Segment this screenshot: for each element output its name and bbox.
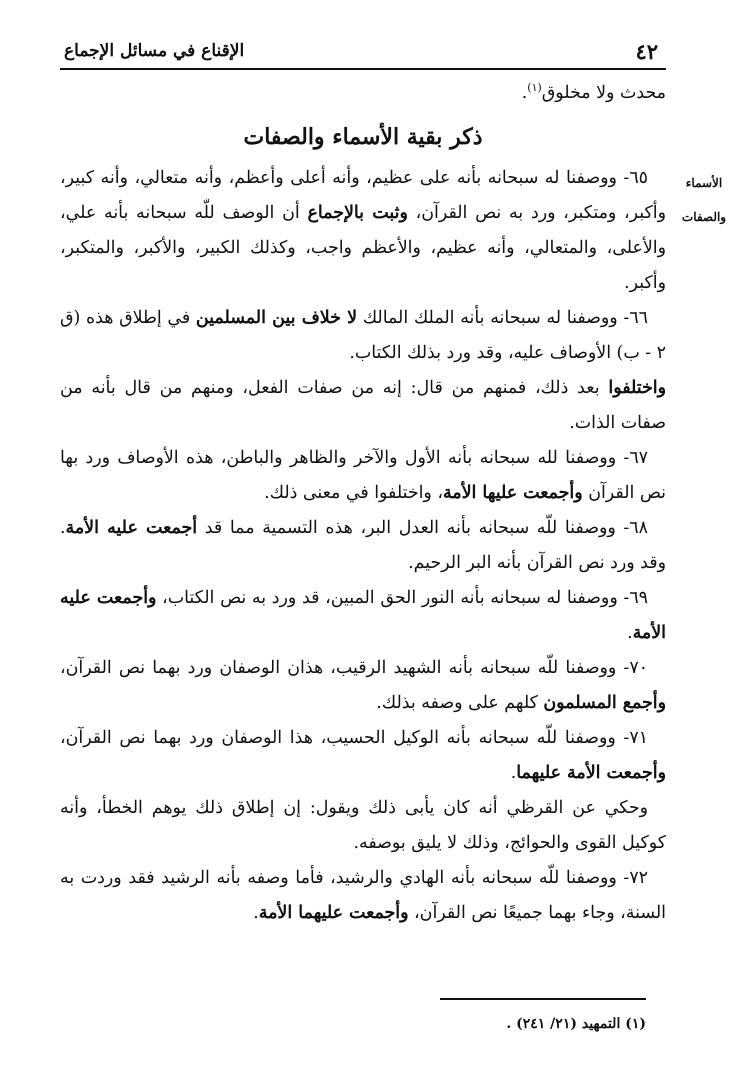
page-body (60, 70, 666, 931)
margin-note-line1: الأسماء (685, 176, 723, 190)
paragraph-66: ٦٦- ووصفنا له سبحانه بأنه الملك المالك لا خلاف بين المسلمين في إطلاق هذه (ق ٢ - ب) الأوصاف عليه، وقد ورد بذلك الكتاب. (60, 307, 666, 363)
footnote-ref[interactable]: (١) (527, 81, 542, 94)
paragraph-67: ٦٧- ووصفنا لله سبحانه بأنه الأول والآخر والظاهر والباطن، هذه الأوصاف ورد بها نص القرآن وأجمعت عليها الأمة، واختلفوا في معنى ذلك. (60, 447, 666, 503)
intro-line: محدث ولا مخلوق$^{(١)}$. (521, 81, 666, 103)
footnote-rule (440, 998, 646, 1000)
paragraph-71: ٧١- ووصفنا للّه سبحانه بأنه الوكيل الحسيب، هذا الوصفان ورد بهما نص القرآن، وأجمعت الأمة عليهما. (60, 727, 666, 783)
margin-note-line2: والصفات (681, 210, 727, 224)
page-header (60, 34, 666, 70)
paragraph-71-cont: وحكي عن القرظي أنه كان يأبى ذلك ويقول: إن إطلاق ذلك يوهم الخطأ، وأنه كوكيل القوى والحوائج، وذلك لا يليق بوصفه. (60, 797, 666, 853)
running-title: الإقناع في مسائل الإجماع (64, 41, 245, 61)
footnote: (١) التمهيد (٢١/ ٢٤١) . (506, 1016, 646, 1032)
paragraph-65: ٦٥- ووصفنا له سبحانه بأنه على عظيم، وأنه أعلى وأعظم، وأنه متعالي، وأنه كبير، وأكبر، ومتكبر، ورد به نص القرآن، وثبت بالإجماع أن الوصف للّه سبحانه بأنه علي، والأعلى، والمتعالي، وأنه عظيم، والأعظم واجب، وكذلك الكبير، والأكبر، والمتكبر، وأكبر. (60, 167, 667, 293)
section-title: ذكر بقية الأسماء والصفات (243, 123, 483, 150)
paragraph-69: ٦٩- ووصفنا له سبحانه بأنه النور الحق المبين، قد ورد به نص الكتاب، وأجمعت عليه الأمة. (60, 587, 666, 643)
paragraph-66-cont: واختلفوا بعد ذلك، فمنهم من قال: إنه من صفات الفعل، ومنهم من قال بأنه من صفات الذات. (60, 377, 666, 433)
paragraph-68: ٦٨- ووصفنا للّه سبحانه بأنه العدل البر، هذه التسمية مما قد أجمعت عليه الأمة. وقد ورد نص القرآن بأنه البر الرحيم. (60, 517, 666, 573)
page-number: ٤٢ (635, 38, 658, 64)
paragraph-70: ٧٠- ووصفنا للّه سبحانه بأنه الشهيد الرقيب، هذان الوصفان ورد بهما نص القرآن، وأجمع المسلمون كلهم على وصفه بذلك. (60, 657, 666, 713)
margin-note (676, 166, 732, 234)
paragraph-72: ٧٢- ووصفنا للّه سبحانه بأنه الهادي والرشيد، فأما وصفه بأنه الرشيد فقد وردت به السنة، وجاء بهما جميعًا نص القرآن، وأجمعت عليهما الأمة. (60, 867, 666, 923)
